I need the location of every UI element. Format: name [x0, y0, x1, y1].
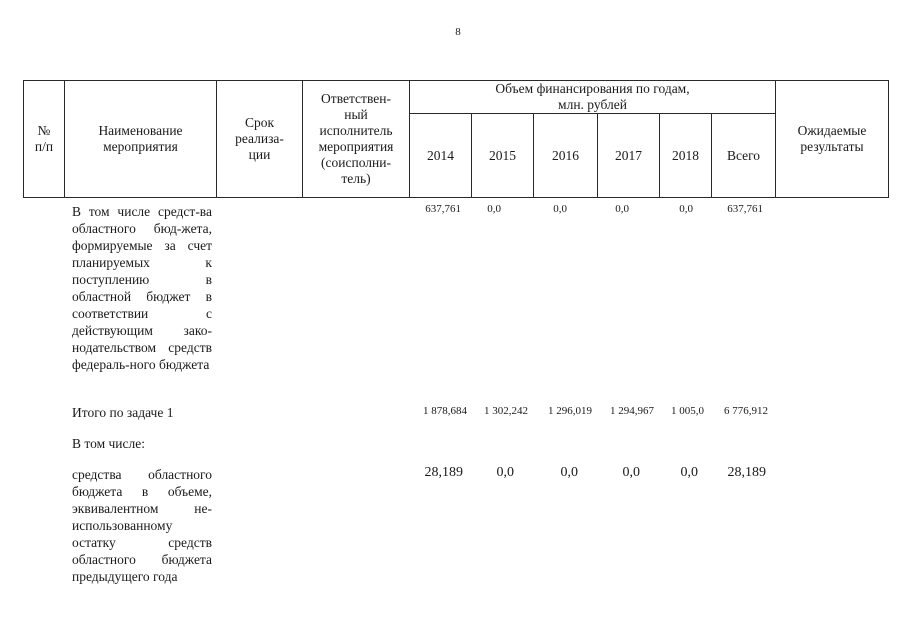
header-border-right [888, 80, 889, 198]
header-bottom-border [23, 197, 889, 198]
row-value-2014: 28,189 [424, 465, 463, 480]
header-total: Всего [726, 147, 761, 163]
row-value-2014: 637,761 [425, 203, 461, 215]
row-value-2018: 0,0 [680, 465, 698, 480]
row-value-total: 28,189 [727, 465, 766, 480]
header-event-name: Наименование мероприятия [98, 122, 183, 154]
row-value-2018: 0,0 [679, 203, 693, 215]
header-responsible: Ответствен- ный исполнитель мероприятия (соисполни- тель) [318, 90, 394, 186]
row-value-2016: 0,0 [560, 465, 578, 480]
row-value-2018: 1 005,0 [671, 405, 704, 417]
row-including-label: В том числе: [72, 436, 145, 451]
header-year-2015: 2015 [489, 147, 516, 163]
row-subtotal-label: Итого по задаче 1 [72, 405, 174, 420]
row-value-total: 637,761 [727, 203, 763, 215]
row-value-2016: 1 296,019 [548, 405, 592, 417]
row-name: В том числе средст-ва областного бюд-жета, формируемые за счет планируемых к поступлению в областной бюджет в соответствии с действующим зако-нодательством средств федераль-ного бюджета [72, 204, 212, 372]
row-value-2015: 0,0 [487, 203, 501, 215]
header-year-2014: 2014 [427, 147, 454, 163]
row-value-total: 6 776,912 [724, 405, 768, 417]
header-expected-results: Ожидаемые результаты [797, 122, 867, 154]
header-year-2017: 2017 [615, 147, 642, 163]
row-name: средства областного бюджета в объеме, эквивалентном не-использованному остатку средств областного бюджета предыдущего года [72, 467, 212, 584]
row-value-2017: 0,0 [622, 465, 640, 480]
header-year-2016: 2016 [552, 147, 579, 163]
row-value-2015: 1 302,242 [484, 405, 528, 417]
table-header [23, 80, 889, 198]
header-year-2018: 2018 [672, 147, 699, 163]
header-funding: Объем финансирования по годам, млн. рублей [495, 80, 690, 112]
row-value-2017: 0,0 [615, 203, 629, 215]
row-value-2017: 1 294,967 [610, 405, 654, 417]
page-number: 8 [455, 26, 461, 38]
header-term: Срок реализа- ции [235, 114, 284, 162]
row-value-2014: 1 878,684 [423, 405, 467, 417]
header-number: № п/п [34, 122, 54, 154]
row-value-2015: 0,0 [496, 465, 514, 480]
row-value-2016: 0,0 [553, 203, 567, 215]
